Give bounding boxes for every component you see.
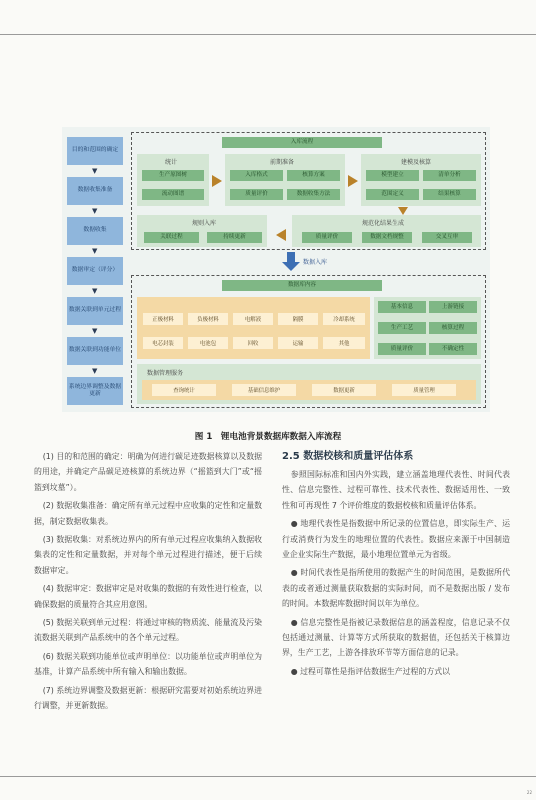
step-box: 数据收集 xyxy=(67,217,123,245)
stage-item: 入库格式 xyxy=(230,170,283,181)
db-content-panel xyxy=(137,297,370,359)
step-box: 数据关联到功能单位 xyxy=(67,337,123,365)
stage-item: 交叉互审 xyxy=(422,232,472,243)
down-arrow-icon xyxy=(398,207,408,215)
db-meta-item: 生产工艺 xyxy=(378,322,426,334)
stage-item: 模型建立 xyxy=(366,170,419,181)
stage-item: 流动图谱 xyxy=(142,189,204,200)
stage-title: 统计 xyxy=(165,159,178,166)
db-item: 其他 xyxy=(323,337,365,349)
section-heading: 2.5 数据校核和质量评估体系 xyxy=(282,451,414,462)
db-entry-arrow-icon xyxy=(282,262,300,271)
stage-item: 质量评价 xyxy=(302,232,352,243)
paragraph: (4) 数据审定：数据审定是对收集的数据的有效性进行检查，以确保数据的质量符合其应用意图。 xyxy=(34,584,262,609)
flowchart-figure xyxy=(62,127,490,412)
footer-rule xyxy=(0,776,536,777)
service-title: 数据管理服务 xyxy=(147,370,184,377)
connector-label: 数据入库 xyxy=(303,259,328,266)
down-arrow-icon: ▼ xyxy=(92,327,98,335)
stage-item: 数据文档规整 xyxy=(362,232,412,243)
step-box: 数据关联到单元过程 xyxy=(67,297,123,325)
paragraph: (2) 数据收集准备：确定所有单元过程中应收集的定性和定量数据，制定数据收集表。 xyxy=(34,501,262,526)
db-item: 回收 xyxy=(233,337,273,349)
service-item: 基础信息维护 xyxy=(232,384,296,396)
stage-item: 清单分析 xyxy=(423,170,476,181)
db-meta-item: 质量评价 xyxy=(378,343,426,355)
left-arrow-icon xyxy=(276,229,286,241)
paragraph: 参照国际标准和国内外实践，建立涵盖地理代表性、时间代表性、信息完整性、过程可靠性、技术代表性、数据适用性、一致性和可再现性 7 个评价维度的数据校核和质量评估体系。 xyxy=(282,470,510,510)
stage-item: 质量评价 xyxy=(230,189,283,200)
paragraph: (1) 目的和范围的确定：明确为何进行碳足迹数据核算以及数据的用途，并确定产品碳足迹核算的系统边界（“摇篮到大门”或“摇篮到坟墓”）。 xyxy=(34,452,262,492)
service-item: 查询统计 xyxy=(152,384,216,396)
db-item: 电芯封装 xyxy=(143,337,183,349)
db-meta-item: 核算过程 xyxy=(429,322,477,334)
db-item: 负极材料 xyxy=(188,313,228,325)
step-box: 数据审定（评分） xyxy=(67,257,123,285)
page-number: 22 xyxy=(526,790,532,795)
stage-title: 建模及核算 xyxy=(401,159,432,166)
db-meta-item: 基本信息 xyxy=(378,301,426,313)
db-item: 电解液 xyxy=(233,313,273,325)
paragraph: ● 时间代表性是指所使用的数据产生的时间范围，是数据所代表的或者通过测量获取数据的实际时间，而不是数据出版 / 发布的时间。本数据库数据时间以年为单位。 xyxy=(282,568,510,609)
db-meta-item: 不确定性 xyxy=(429,343,477,355)
stage-item: 核算方案 xyxy=(287,170,340,181)
stage-item: 生产原图树 xyxy=(142,170,204,181)
right-column xyxy=(282,449,510,682)
db-item: 隔膜 xyxy=(278,313,318,325)
paragraph: (5) 数据关联到单元过程：将通过审核的物质流、能量流及污染流数据关联到产品系统中的各个单元过程。 xyxy=(34,618,262,643)
step-box: 目的和范围的确定 xyxy=(67,137,123,165)
down-arrow-icon: ▼ xyxy=(92,167,98,175)
paragraph: ● 地理代表性是指数据中所记录的位置信息，即实际生产、运行或消费行为发生的地理位置的代表性。数据应来源于中国制造业企业实际生产数据，最小地理位置单元为省级。 xyxy=(282,519,510,560)
stage-title: 规则入库 xyxy=(192,220,217,227)
stage-item: 范围定义 xyxy=(366,189,419,200)
step-box: 数据收集准备 xyxy=(67,177,123,205)
db-item: 冷却系统 xyxy=(323,313,365,325)
down-arrow-icon: ▼ xyxy=(92,367,98,375)
paragraph: (6) 数据关联到功能单位或声明单位：以功能单位或声明单位为基准，计算产品系统中所有输入和输出数据。 xyxy=(34,651,262,677)
db-item: 电池包 xyxy=(188,337,228,349)
stage-item: 持续更新 xyxy=(207,232,262,243)
db-item: 正极材料 xyxy=(143,313,183,325)
db-meta-item: 上游链接 xyxy=(429,301,477,313)
stage-item: 关联过程 xyxy=(144,232,199,243)
paragraph: (7) 系统边界调整及数据更新：根据研究需要对初始系统边界进行调整，并更新数据。 xyxy=(34,685,262,711)
stage-title: 规范化结果生成 xyxy=(362,220,405,227)
service-item: 数据更新 xyxy=(312,384,376,396)
down-arrow-icon: ▼ xyxy=(92,287,98,295)
right-arrow-icon xyxy=(212,175,222,187)
step-box: 系统边界调整及数据更新 xyxy=(67,377,123,405)
stage-title: 前期准备 xyxy=(270,159,295,166)
db-title: 数据库内容 xyxy=(222,280,382,291)
left-column xyxy=(34,449,262,717)
paragraph: ● 过程可靠性是指评估数据生产过程的方式以 xyxy=(290,666,451,676)
paragraph: (3) 数据收集：对系统边界内的所有单元过程应收集纳入数据收集表的定性和定量数据，并对每个单元过程进行描述，便于后续数据审定。 xyxy=(34,535,262,575)
down-arrow-icon: ▼ xyxy=(92,207,98,215)
down-arrow-icon: ▼ xyxy=(92,247,98,255)
db-item: 运输 xyxy=(278,337,318,349)
service-item: 质量管理 xyxy=(392,384,456,396)
stage-item: 数据收集方法 xyxy=(287,189,340,200)
figure-caption: 图 1 锂电池背景数据库数据入库流程 xyxy=(194,432,342,442)
db-entry-arrow-shaft xyxy=(287,252,295,262)
right-arrow-icon xyxy=(348,175,358,187)
top-title: 入库流程 xyxy=(222,137,382,148)
paragraph: ● 信息完整性是指被记录数据信息的涵盖程度，信息记录不仅包括通过测量、计算等方式所获取的数据值，还包括关于核算边界，生产工艺，上游各排放环节等方面信息的记录。 xyxy=(282,617,510,658)
header-rule xyxy=(0,34,536,35)
stage-item: 结果核算 xyxy=(423,189,476,200)
